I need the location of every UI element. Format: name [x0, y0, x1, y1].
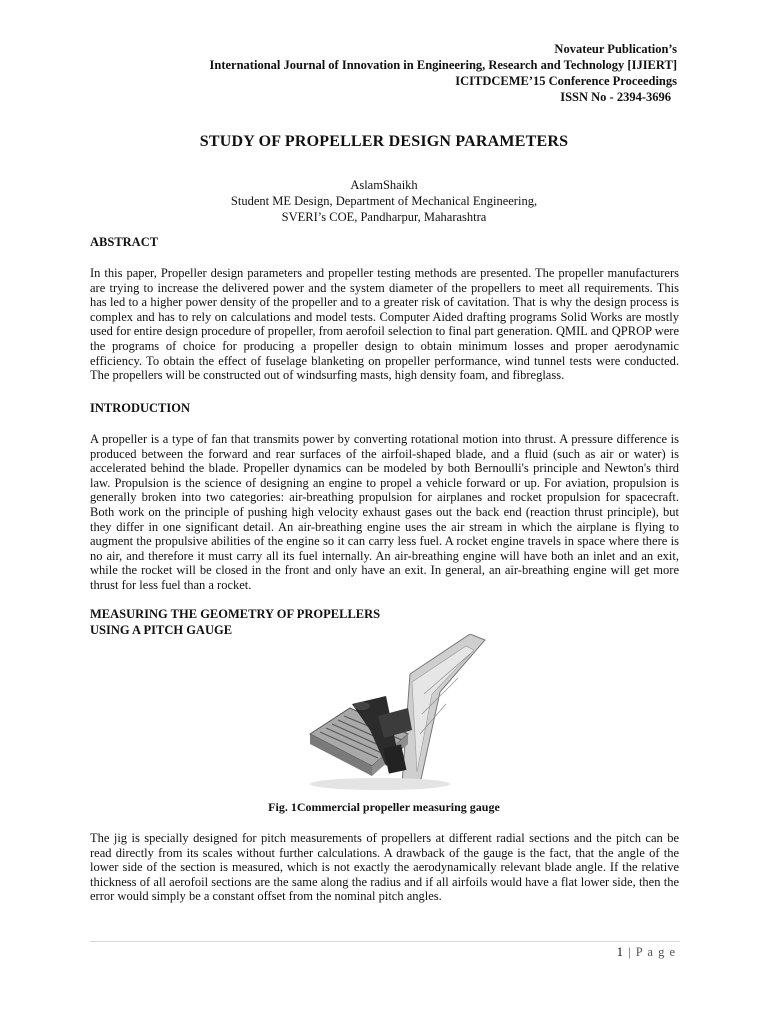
issn-number: ISSN No - 2394-3696 [560, 90, 671, 104]
pitch-gauge-photo [290, 634, 490, 794]
paper-title: STUDY OF PROPELLER DESIGN PARAMETERS [199, 133, 569, 150]
footer-divider [90, 941, 680, 942]
measuring-heading-line2: USING A PITCH GAUGE [90, 623, 233, 637]
author-affiliation: Student ME Design, Department of Mechanical Engineering, [230, 194, 538, 208]
measuring-heading-line1: MEASURING THE GEOMETRY OF PROPELLERS [90, 607, 381, 621]
abstract-heading: ABSTRACT [90, 235, 159, 249]
author-block [0, 177, 768, 225]
journal-header [210, 41, 677, 105]
publisher-name: Novateur Publication’s [554, 42, 677, 56]
page-label: | P a g e [628, 945, 676, 959]
measuring-text: The jig is specially designed for pitch measurements of propellers at different radial sections and the pitch can be read directly from its scales without further calculations. A drawback of the gauge is the fact, that the angle of the lower side of the section is measured, which is not exactly the aerodynamically relevant blade angle. If the relative thickness of all aerofoil sections are the same along the radius and if all airfoils would have a flat lower side, then the error would simply be a constant offset from the nominal pitch angles. [90, 831, 679, 904]
author-location: SVERI’s COE, Pandharpur, Maharashtra [281, 210, 487, 224]
introduction-text: A propeller is a type of fan that transmits power by converting rotational motion into thrust. A pressure difference is produced between the forward and rear surfaces of the airfoil-shaped blade, and a fluid (such as air or water) is accelerated behind the blade. Propeller dynamics can be modeled by both Bernoulli's principle and Newton's third law. Propulsion is the science of designing an engine to propel a vehicle forward or up. For aviation, propulsion is generally broken into two categories: air-breathing propulsion for airplanes and rocket propulsion for spacecraft. Both work on the principle of pushing high velocity exhaust gases out the back end (reaction thrust principle), but they differ in one significant detail. An air-breathing engine uses the air stream in which the airplane is flying to augment the propulsive abilities of the engine so it can carry less fuel. A rocket engine travels in space where there is no air, and therefore it must carry all its fuel internally. An air-breathing engine will have both an inlet and an exit, while the rocket will be closed in the front and only have an exit. In general, an air-breathing engine will get more thrust for less fuel than a rocket. [90, 432, 679, 592]
abstract-text: In this paper, Propeller design parameters and propeller testing methods are presented. The propeller manufacturers are trying to increase the delivered power and the system diameter of the propellers to meet all requirements. This has led to a higher power density of the propeller and to a greater risk of cavitation. That is why the design process is complex and has to rely on calculations and model tests. Computer Aided drafting programs Solid Works are mostly used for entire design procedure of propeller, from aerofoil selection to final part generation. QMIL and QPROP were the programs of choice for producing a propeller design to obtain minimum losses and proper aerodynamic efficiency. To obtain the effect of fuselage blanketing on propeller performance, wind tunnel tests were conducted. The propellers will be constructed out of windsurfing masts, high density foam, and fibreglass. [90, 266, 680, 383]
introduction-heading: INTRODUCTION [90, 401, 191, 415]
journal-name: International Journal of Innovation in Engineering, Research and Technology [IJIERT] [209, 58, 677, 72]
author-name: AslamShaikh [350, 178, 418, 192]
pitch-gauge-illustration [290, 634, 490, 794]
figure-caption: Fig. 1Commercial propeller measuring gauge [268, 800, 500, 814]
page-number-footer [617, 945, 676, 960]
page-number: 1 [616, 945, 625, 959]
conference-name: ICITDCEME’15 Conference Proceedings [455, 74, 677, 88]
